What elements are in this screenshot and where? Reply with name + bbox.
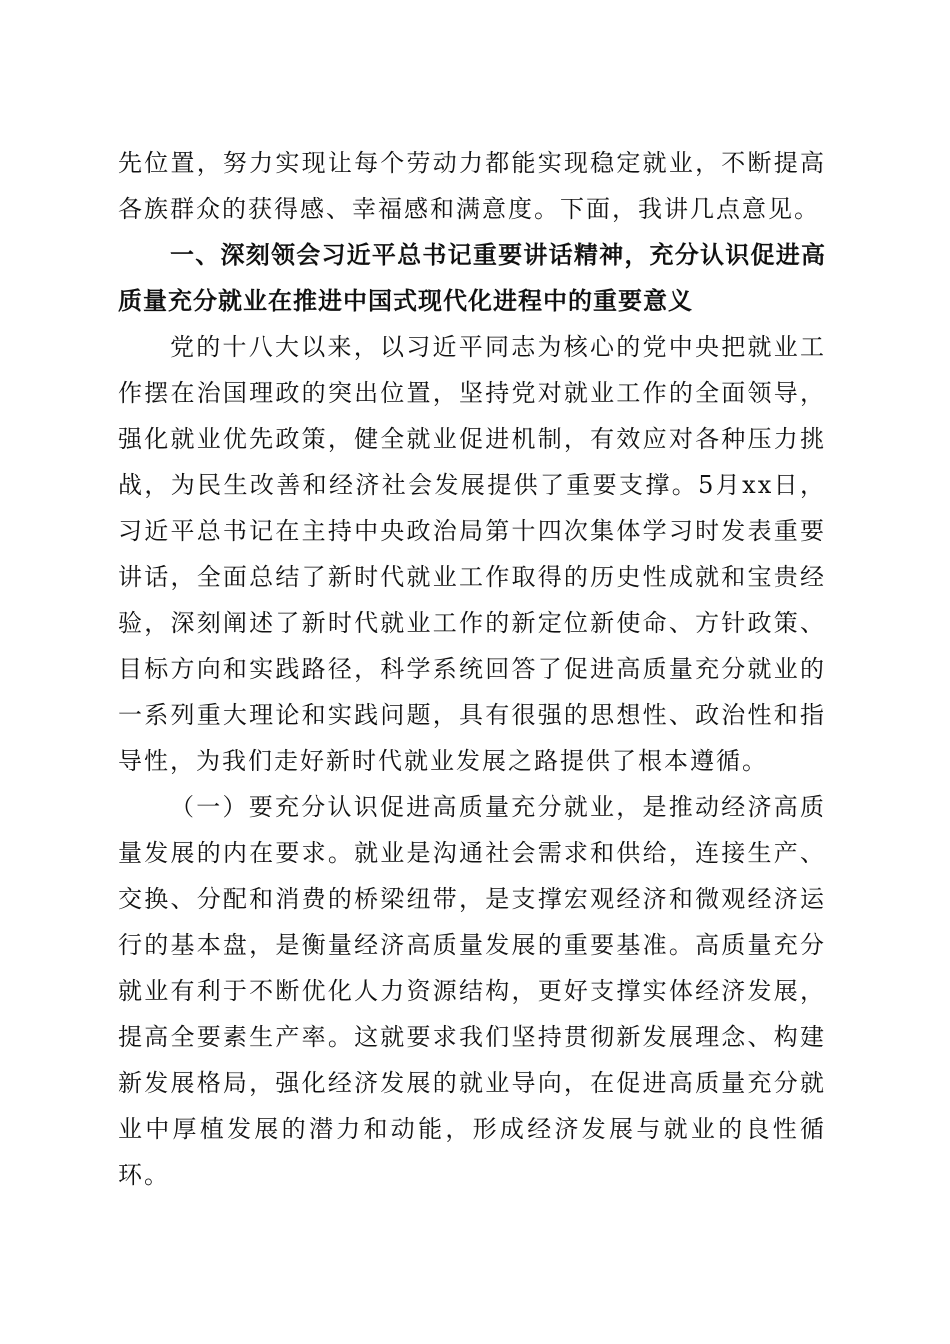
document-body: [118, 140, 826, 1198]
intro-paragraph: 先位置，努力实现让每个劳动力都能实现稳定就业，不断提高各族群众的获得感、幸福感和满意度。下面，我讲几点意见。: [118, 149, 826, 223]
section-heading: 一、深刻领会习近平总书记重要讲话精神，充分认识促进高质量充分就业在推进中国式现代化进程中的重要意义: [118, 241, 826, 315]
subsection-paragraph: （一）要充分认识促进高质量充分就业，是推动经济高质量发展的内在要求。就业是沟通社会需求和供给，连接生产、交换、分配和消费的桥梁纽带，是支撑宏观经济和微观经济运行的基本盘，是衡量经济高质量发展的重要基准。高质量充分就业有利于不断优化人力资源结构，更好支撑实体经济发展，提高全要素生产率。这就要求我们坚持贯彻新发展理念、构建新发展格局，强化经济发展的就业导向，在促进高质量充分就业中厚植发展的潜力和动能，形成经济发展与就业的良性循环。: [118, 793, 826, 1189]
body-paragraph: 党的十八大以来，以习近平同志为核心的党中央把就业工作摆在治国理政的突出位置，坚持党对就业工作的全面领导，强化就业优先政策，健全就业促进机制，有效应对各种压力挑战，为民生改善和经济社会发展提供了重要支撑。5月xx日，习近平总书记在主持中央政治局第十四次集体学习时发表重要讲话，全面总结了新时代就业工作取得的历史性成就和宝贵经验，深刻阐述了新时代就业工作的新定位新使命、方针政策、目标方向和实践路径，科学系统回答了促进高质量充分就业的一系列重大理论和实践问题，具有很强的思想性、政治性和指导性，为我们走好新时代就业发展之路提供了根本遵循。: [118, 333, 826, 775]
